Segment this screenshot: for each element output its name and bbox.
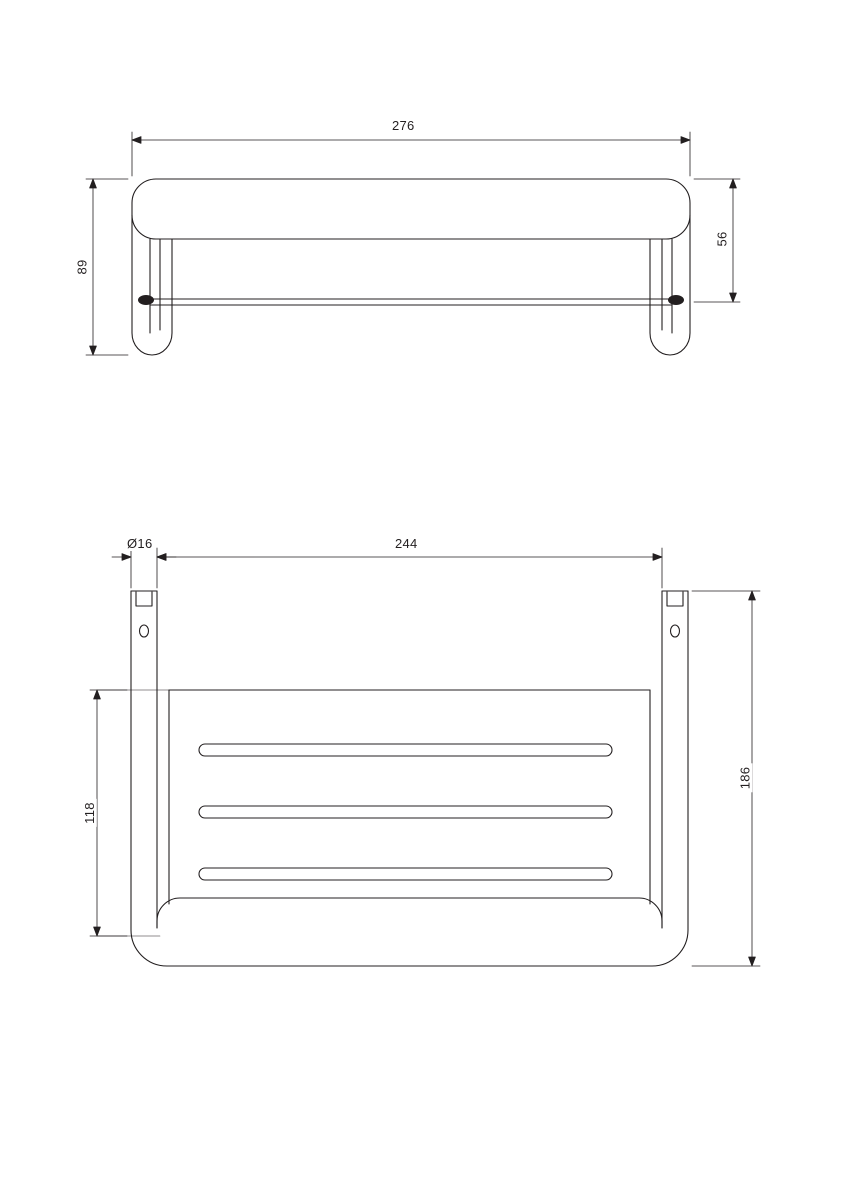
top-view-dimension-lines	[90, 548, 760, 966]
front-view-geometry	[132, 179, 690, 355]
top-view-geometry	[131, 591, 688, 966]
dimension-label-front-height-shelf: 56	[716, 228, 730, 249]
dimension-label-front-height-total: 89	[76, 256, 90, 277]
dimension-label-front-width: 276	[389, 119, 418, 133]
dimension-label-top-tube-diameter: Ø16	[124, 537, 155, 551]
front-view-supports	[138, 295, 684, 305]
front-view-dimension-lines	[86, 132, 740, 355]
dimension-label-top-width-inner: 244	[392, 537, 421, 551]
dimension-label-top-depth-total: 186	[738, 764, 752, 793]
dimension-label-top-depth-inner: 118	[83, 799, 97, 827]
